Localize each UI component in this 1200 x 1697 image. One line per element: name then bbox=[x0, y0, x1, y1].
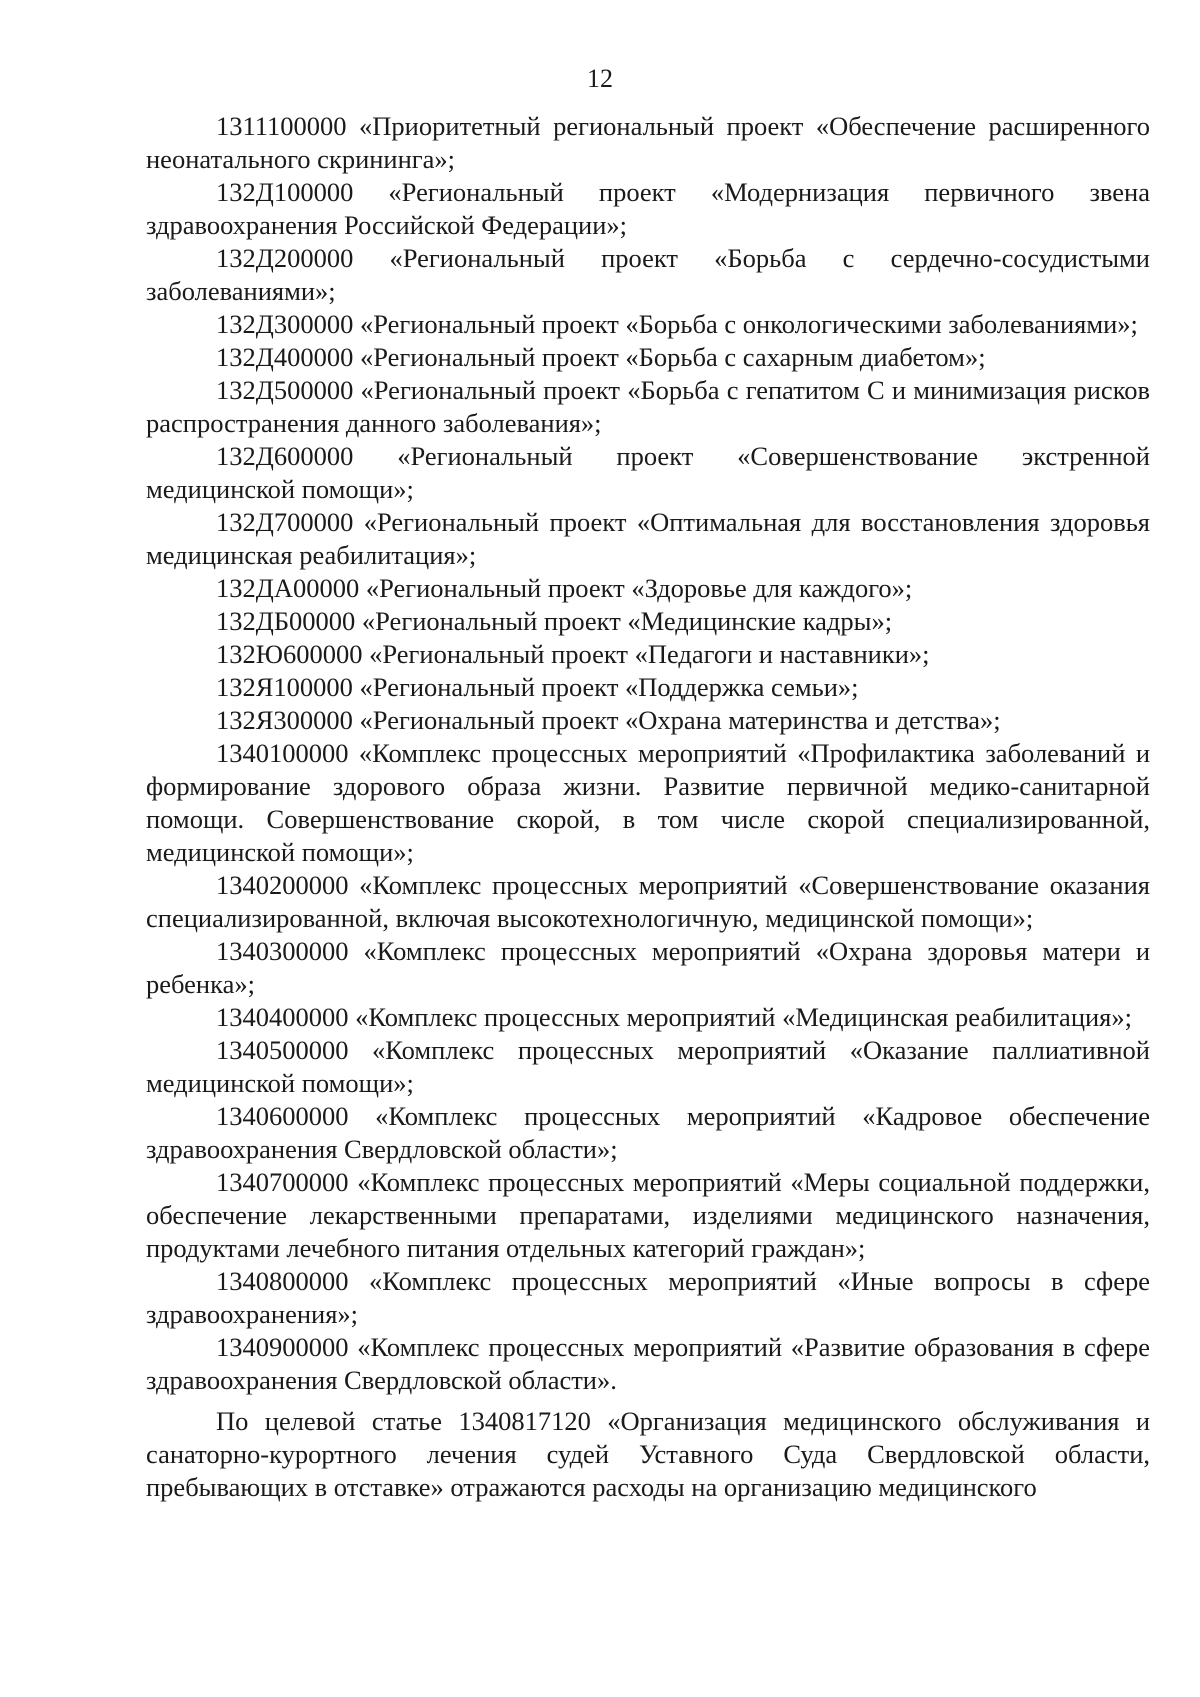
paragraph-132YA300000: 132Я300000 «Региональный проект «Охрана материнства и детства»; bbox=[216, 705, 1001, 735]
paragraph-132D400000: 132Д400000 «Региональный проект «Борьба с сахарным диабетом»; bbox=[216, 342, 986, 372]
paragraph-1340100000: 1340100000 «Комплекс процессных мероприятий «Профилактика заболеваний и формирование здорового образа жизни. Развитие первичной медико-санитарной помощи. Совершенствование скорой, в том числе скорой специализированной, медицинской помощи»; bbox=[146, 738, 1150, 867]
paragraph-1311100000: 1311100000 «Приоритетный региональный проект «Обеспечение расширенного неонатального скрининга»; bbox=[146, 111, 1150, 174]
paragraph-132YA100000: 132Я100000 «Региональный проект «Поддержка семьи»; bbox=[216, 672, 859, 702]
paragraph-132D700000: 132Д700000 «Региональный проект «Оптимальная для восстановления здоровья медицинская реабилитация»; bbox=[146, 507, 1150, 570]
paragraph-132YU600000: 132Ю600000 «Региональный проект «Педагоги и наставники»; bbox=[216, 639, 930, 669]
paragraph-132D100000: 132Д100000 «Региональный проект «Модернизация первичного звена здравоохранения Российской Федерации»; bbox=[146, 177, 1150, 240]
paragraph-1340400000: 1340400000 «Комплекс процессных мероприятий «Медицинская реабилитация»; bbox=[216, 1002, 1132, 1032]
paragraph-132DB00000: 132ДБ00000 «Региональный проект «Медицинские кадры»; bbox=[216, 606, 893, 636]
paragraph-1340600000: 1340600000 «Комплекс процессных мероприятий «Кадровое обеспечение здравоохранения Свердловской области»; bbox=[146, 1101, 1150, 1164]
paragraph-132D500000: 132Д500000 «Региональный проект «Борьба с гепатитом С и минимизация рисков распространения данного заболевания»; bbox=[146, 375, 1150, 438]
paragraph-132D300000: 132Д300000 «Региональный проект «Борьба с онкологическими заболеваниями»; bbox=[216, 309, 1138, 339]
paragraph-132D200000: 132Д200000 «Региональный проект «Борьба с сердечно-сосудистыми заболеваниями»; bbox=[146, 243, 1150, 306]
paragraph-1340200000: 1340200000 «Комплекс процессных мероприятий «Совершенствование оказания специализированной, включая высокотехнологичную, медицинской помощи»; bbox=[146, 870, 1150, 933]
paragraph-132D600000: 132Д600000 «Региональный проект «Совершенствование экстренной медицинской помощи»; bbox=[146, 441, 1150, 504]
paragraph-1340900000: 1340900000 «Комплекс процессных мероприятий «Развитие образования в сфере здравоохранения Свердловской области». bbox=[146, 1332, 1150, 1395]
paragraph-132DA00000: 132ДА00000 «Региональный проект «Здоровье для каждого»; bbox=[216, 573, 913, 603]
paragraph-1340300000: 1340300000 «Комплекс процессных мероприятий «Охрана здоровья матери и ребенка»; bbox=[146, 936, 1150, 999]
paragraph-1340700000: 1340700000 «Комплекс процессных мероприятий «Меры социальной поддержки, обеспечение лекарственными препаратами, изделиями медицинского назначения, продуктами лечебного питания отдельных категорий граждан»; bbox=[146, 1167, 1150, 1263]
paragraph-1340800000: 1340800000 «Комплекс процессных мероприятий «Иные вопросы в сфере здравоохранения»; bbox=[146, 1266, 1150, 1329]
document-body bbox=[146, 110, 1150, 1504]
page-number: 12 bbox=[587, 64, 613, 93]
paragraph-1340500000: 1340500000 «Комплекс процессных мероприятий «Оказание паллиативной медицинской помощи»; bbox=[146, 1035, 1150, 1098]
paragraph-target-article-1340817120: По целевой статье 1340817120 «Организация медицинского обслуживания и санаторно-курортного лечения судей Уставного Суда Свердловской области, пребывающих в отставке» отражаются расходы на организацию медицинского bbox=[146, 1406, 1150, 1502]
